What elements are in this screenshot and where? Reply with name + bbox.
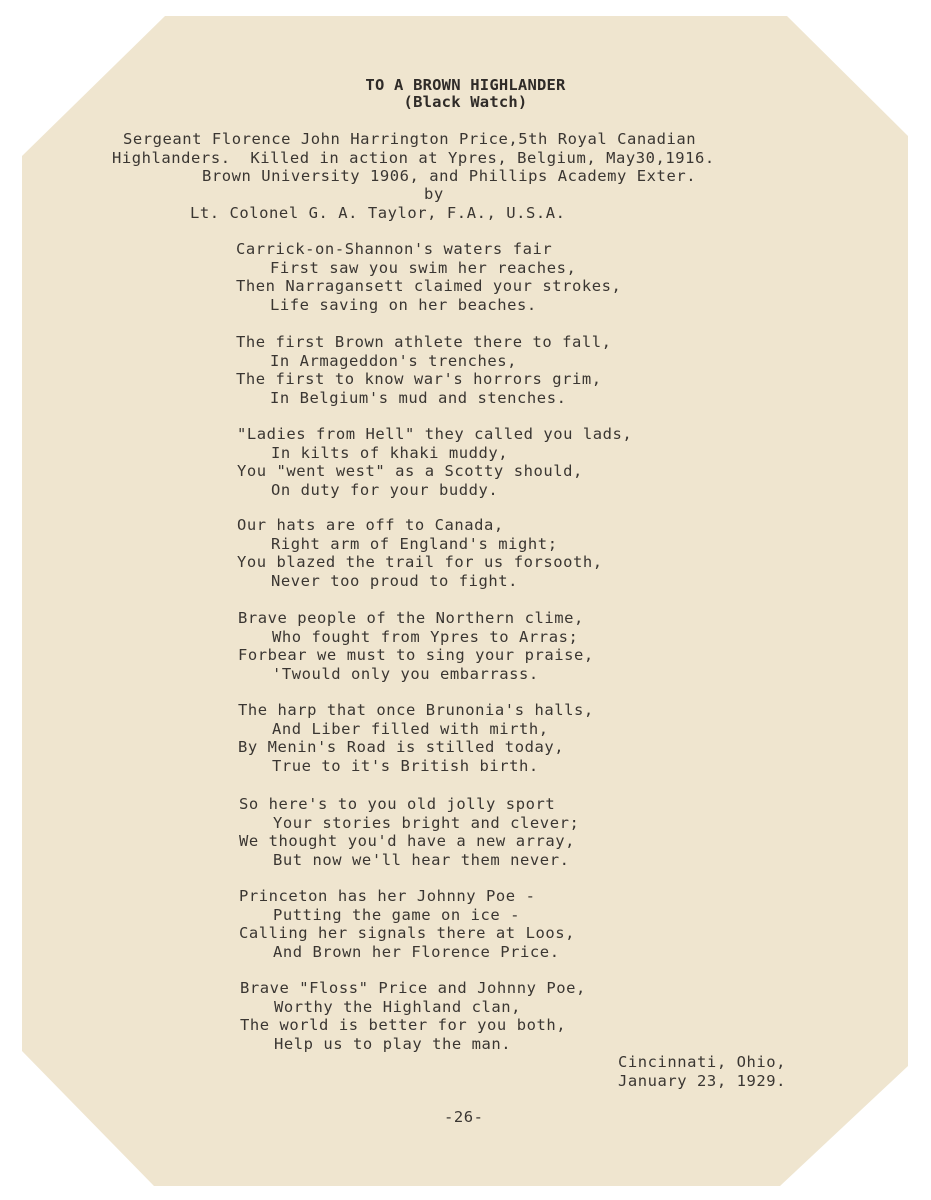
dedication-line: Highlanders. Killed in action at Ypres, Belgium, May30,1916. <box>112 149 715 167</box>
stanza-line: In kilts of khaki muddy, <box>271 443 509 462</box>
stanza-line: 'Twould only you embarrass. <box>272 664 539 683</box>
stanza-line: So here's to you old jolly sport <box>239 795 556 813</box>
stanza-line: Right arm of England's might; <box>271 534 558 553</box>
stanza-line: Brave people of the Northern clime, <box>238 609 584 627</box>
stanza-line: Forbear we must to sing your praise, <box>238 646 594 664</box>
stanza-line: And Brown her Florence Price. <box>273 942 560 961</box>
stanza-line: Carrick-on-Shannon's waters fair <box>236 240 553 258</box>
stanza-line: Never too proud to fight. <box>271 571 519 590</box>
stanza-line: You "went west" as a Scotty should, <box>237 462 583 480</box>
poem-subtitle: (Black Watch) <box>403 93 528 111</box>
dedication-line: by <box>424 185 444 203</box>
date-line: January 23, 1929. <box>618 1072 786 1090</box>
stanza-line: Worthy the Highland clan, <box>274 997 522 1016</box>
stanza-line: Our hats are off to Canada, <box>237 516 504 534</box>
stanza-line: The first to know war's horrors grim, <box>236 370 602 388</box>
stanza-line: Calling her signals there at Loos, <box>239 924 575 942</box>
dedication-line: Sergeant Florence John Harrington Price,5th Royal Canadian <box>123 130 697 148</box>
page-number: -26- <box>444 1108 484 1126</box>
stanza-line: We thought you'd have a new array, <box>239 832 575 850</box>
stanza-line: Life saving on her beaches. <box>270 295 537 314</box>
stanza-line: And Liber filled with mirth, <box>272 719 549 738</box>
stanza-line: Then Narragansett claimed your strokes, <box>236 277 622 295</box>
stanza-line: You blazed the trail for us forsooth, <box>237 553 603 571</box>
stanza-line: Who fought from Ypres to Arras; <box>272 627 579 646</box>
stanza-line: "Ladies from Hell" they called you lads, <box>237 425 633 443</box>
dedication-line: Brown University 1906, and Phillips Academy Exter. <box>202 167 697 185</box>
stanza-line: In Belgium's mud and stenches. <box>270 388 567 407</box>
stanza-line: In Armageddon's trenches, <box>270 351 518 370</box>
stanza-line: Princeton has her Johnny Poe - <box>239 887 536 905</box>
stanza-line: The first Brown athlete there to fall, <box>236 333 612 351</box>
stanza-line: On duty for your buddy. <box>271 480 499 499</box>
stanza-line: The world is better for you both, <box>240 1016 567 1034</box>
place-line: Cincinnati, Ohio, <box>618 1053 786 1071</box>
stanza-line: First saw you swim her reaches, <box>270 258 577 277</box>
stanza-line: Your stories bright and clever; <box>273 813 580 832</box>
stanza-line: But now we'll hear them never. <box>273 850 570 869</box>
dedication-line: Lt. Colonel G. A. Taylor, F.A., U.S.A. <box>190 204 566 222</box>
stanza-line: Help us to play the man. <box>274 1034 512 1053</box>
stanza-line: Putting the game on ice - <box>273 905 521 924</box>
stanza-line: By Menin's Road is stilled today, <box>238 738 565 756</box>
stanza-line: True to it's British birth. <box>272 756 539 775</box>
poem-title: TO A BROWN HIGHLANDER <box>365 76 566 94</box>
stanza-line: Brave "Floss" Price and Johnny Poe, <box>240 979 586 997</box>
stanza-line: The harp that once Brunonia's halls, <box>238 701 594 719</box>
